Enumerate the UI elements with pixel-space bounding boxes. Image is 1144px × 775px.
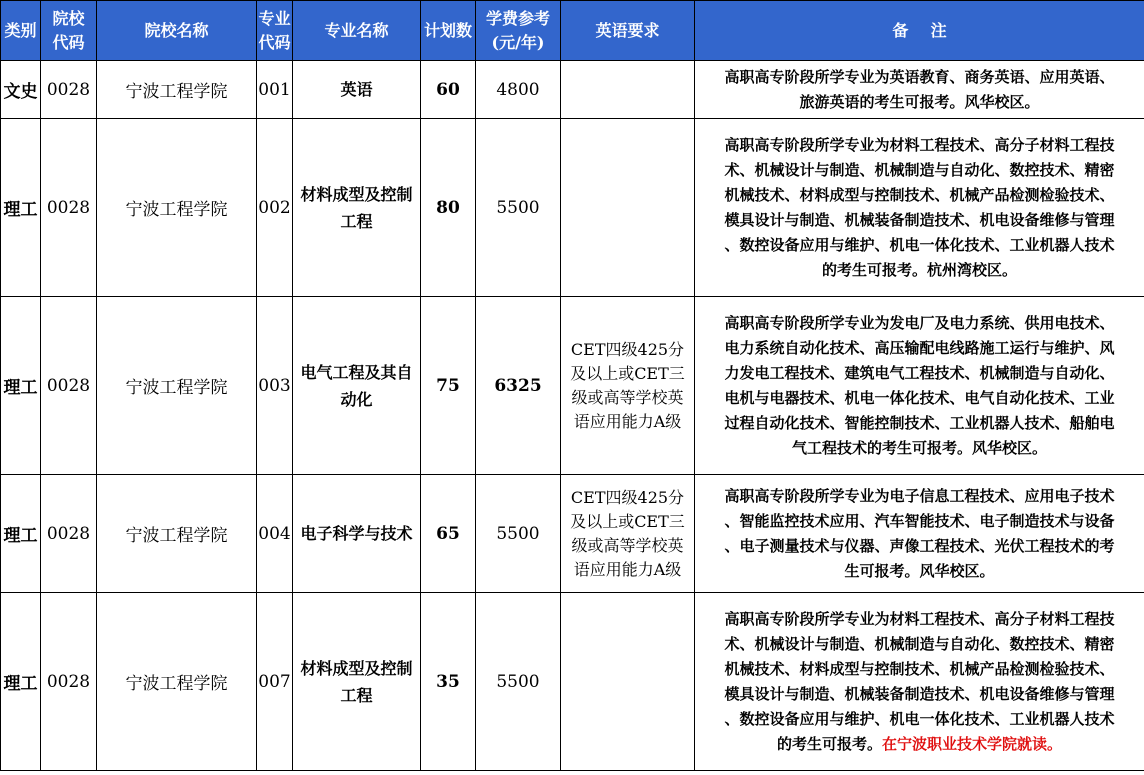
major-code-text: 004: [258, 523, 291, 544]
english-text: CET四级425分 及以上或CET三 级或高等学校英 语应用能力A级: [570, 339, 685, 431]
english-cell: [561, 475, 695, 593]
plan-text: 80: [436, 197, 460, 218]
major-code-text: 007: [258, 671, 291, 692]
major-name-text: 英语: [340, 80, 373, 99]
plan-cell: [421, 119, 476, 297]
plan-text: 75: [436, 375, 460, 396]
notes-cell: [695, 593, 1144, 771]
tuition-text: 4800: [496, 79, 540, 100]
category-cell: [1, 593, 41, 771]
notes-cell: [695, 297, 1144, 475]
school-code-cell: [41, 593, 97, 771]
header-plan: 计划数: [421, 1, 476, 61]
major-name-cell: [293, 61, 421, 119]
major-code-cell: [257, 61, 293, 119]
tuition-cell: [476, 593, 561, 771]
notes-text: 高职高专阶段所学专业为英语教育、商务英语、应用英语、 旅游英语的考生可报考。风华校区。: [724, 67, 1115, 111]
header-major-code: 专业 代码: [257, 1, 293, 61]
tuition-text: 5500: [496, 197, 540, 218]
school-code-text: 0028: [46, 197, 91, 218]
category-cell: [1, 297, 41, 475]
school-code-text: 0028: [46, 375, 91, 396]
plan-cell: [421, 475, 476, 593]
header-school-name: 院校名称: [97, 1, 257, 61]
english-cell: [561, 593, 695, 771]
notes-cell: [695, 119, 1144, 297]
school-name-cell: [97, 593, 257, 771]
tuition-cell: [476, 61, 561, 119]
english-cell: [561, 119, 695, 297]
table-row: [1, 593, 1144, 771]
notes-highlight-text: 在宁波职业技术学院就读。: [882, 734, 1063, 753]
category-text: 理工: [3, 378, 38, 398]
major-code-text: 001: [258, 79, 291, 100]
major-code-text: 003: [258, 375, 291, 396]
table-row: [1, 119, 1144, 297]
table-row: [1, 297, 1144, 475]
major-code-cell: [257, 593, 293, 771]
english-cell: [561, 297, 695, 475]
tuition-text: 6325: [494, 375, 542, 396]
school-code-cell: [41, 119, 97, 297]
school-name-text: 宁波工程学院: [125, 82, 228, 102]
header-school-code: 院校 代码: [41, 1, 97, 61]
major-name-text: 电气工程及其自 动化: [300, 362, 413, 409]
category-cell: [1, 475, 41, 593]
school-name-text: 宁波工程学院: [125, 200, 228, 220]
header-tuition: 学费参考 (元/年): [476, 1, 561, 61]
category-cell: [1, 61, 41, 119]
plan-text: 35: [436, 671, 460, 692]
notes-text: 高职高专阶段所学专业为发电厂及电力系统、供用电技术、 电力系统自动化技术、高压输配电线路施工运行与维护、风 力发电工程技术、建筑电气工程技术、机械制造与自动化、 电机与电器技术、机电一体化技术、电气自动化技术、工业 过程自动化技术、智能控制技术、工业机器人技术、船舶电 气工程技术的考生可报考。风华校区。: [724, 313, 1115, 457]
english-cell: [561, 61, 695, 119]
table-row: [1, 61, 1144, 119]
tuition-text: 5500: [496, 671, 540, 692]
school-code-cell: [41, 61, 97, 119]
school-name-cell: [97, 61, 257, 119]
category-text: 文史: [3, 82, 38, 102]
tuition-cell: [476, 297, 561, 475]
major-name-cell: [293, 475, 421, 593]
header-category: 类别: [1, 1, 41, 61]
tuition-cell: [476, 119, 561, 297]
major-name-text: 材料成型及控制 工程: [300, 184, 413, 231]
major-code-text: 002: [258, 197, 291, 218]
category-text: 理工: [3, 674, 38, 694]
school-code-cell: [41, 297, 97, 475]
notes-cell: [695, 475, 1144, 593]
tuition-cell: [476, 475, 561, 593]
english-text: CET四级425分 及以上或CET三 级或高等学校英 语应用能力A级: [570, 487, 685, 579]
school-name-cell: [97, 475, 257, 593]
plan-text: 65: [436, 523, 460, 544]
school-name-cell: [97, 119, 257, 297]
major-name-cell: [293, 593, 421, 771]
major-name-text: 材料成型及控制 工程: [300, 658, 413, 705]
notes-text: 高职高专阶段所学专业为材料工程技术、高分子材料工程技 术、机械设计与制造、机械制造与自动化、数控技术、精密 机械技术、材料成型与控制技术、机械产品检测检验技术、 模具设计与制造、机械装备制造技术、机电设备维修与管理 、数控设备应用与维护、机电一体化技术、工业机器人技术 的考生可报考。: [724, 609, 1115, 753]
school-code-text: 0028: [46, 523, 91, 544]
category-cell: [1, 119, 41, 297]
header-row: [1, 1, 1144, 61]
plan-cell: [421, 61, 476, 119]
major-name-text: 电子科学与技术: [300, 524, 413, 543]
plan-text: 60: [436, 79, 460, 100]
school-name-cell: [97, 297, 257, 475]
plan-cell: [421, 297, 476, 475]
table-row: [1, 475, 1144, 593]
school-name-text: 宁波工程学院: [125, 526, 228, 546]
tuition-text: 5500: [496, 523, 540, 544]
school-code-cell: [41, 475, 97, 593]
major-name-cell: [293, 119, 421, 297]
school-code-text: 0028: [46, 79, 91, 100]
major-code-cell: [257, 475, 293, 593]
school-name-text: 宁波工程学院: [125, 674, 228, 694]
plan-cell: [421, 593, 476, 771]
notes-text: 高职高专阶段所学专业为材料工程技术、高分子材料工程技 术、机械设计与制造、机械制造与自动化、数控技术、精密 机械技术、材料成型与控制技术、机械产品检测检验技术、 模具设计与制造、机械装备制造技术、机电设备维修与管理 、数控设备应用与维护、机电一体化技术、工业机器人技术 的考生可报考。杭州湾校区。: [724, 135, 1115, 279]
school-name-text: 宁波工程学院: [125, 378, 228, 398]
header-notes: 备 注: [695, 1, 1144, 61]
major-code-cell: [257, 119, 293, 297]
notes-text: 高职高专阶段所学专业为电子信息工程技术、应用电子技术 、智能监控技术应用、汽车智能技术、电子制造技术与设备 、电子测量技术与仪器、声像工程技术、光伏工程技术的考 生可报考。风华校区。: [724, 486, 1115, 580]
category-text: 理工: [3, 526, 38, 546]
major-name-cell: [293, 297, 421, 475]
header-major-name: 专业名称: [293, 1, 421, 61]
school-code-text: 0028: [46, 671, 91, 692]
category-text: 理工: [3, 200, 38, 220]
header-english: 英语要求: [561, 1, 695, 61]
notes-cell: [695, 61, 1144, 119]
major-code-cell: [257, 297, 293, 475]
